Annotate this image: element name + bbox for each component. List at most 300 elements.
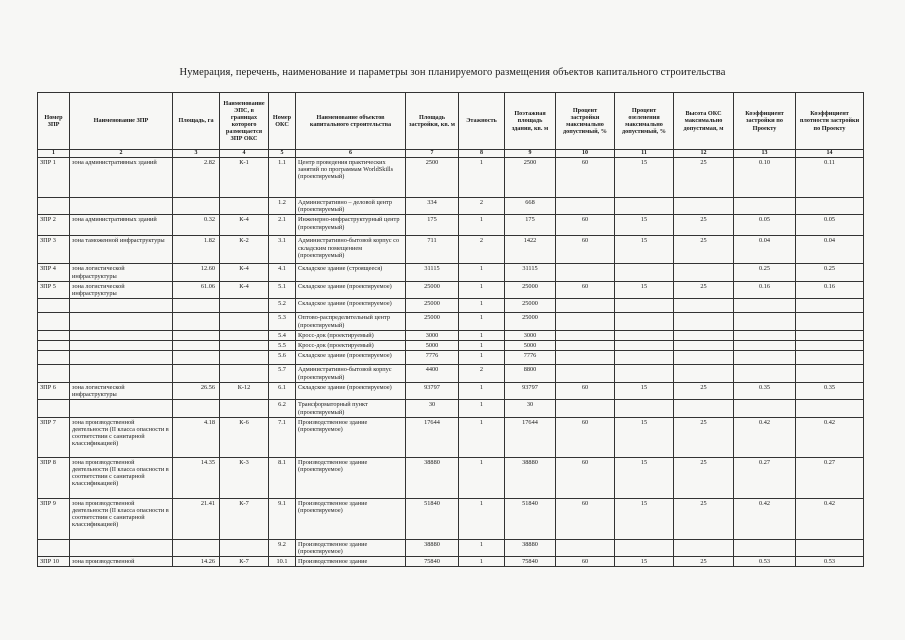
table-cell: 38880 (505, 539, 556, 556)
zones-table (37, 92, 864, 567)
table-cell: 668 (505, 198, 556, 215)
table-cell: 60 (556, 498, 615, 539)
table-cell: зона производственной деятельности (II класса опасности в соответствии с санитарной классификацией) (70, 498, 173, 539)
table-cell: 1 (459, 498, 505, 539)
table-cell: 2.82 (173, 158, 220, 198)
table-row (38, 330, 864, 340)
table-cell: 0.53 (734, 557, 796, 567)
table-cell (38, 539, 70, 556)
table-cell: 15 (615, 236, 674, 264)
column-number: 2 (70, 150, 173, 158)
table-row (38, 557, 864, 567)
table-cell: 1422 (505, 236, 556, 264)
table-cell (734, 351, 796, 365)
column-header: Площадь застройки, кв. м (406, 93, 459, 150)
table-cell: К-1 (220, 158, 269, 198)
table-cell: ЗПР 9 (38, 498, 70, 539)
table-cell (615, 539, 674, 556)
table-cell: 0.25 (734, 264, 796, 281)
column-number: 10 (556, 150, 615, 158)
table-cell (674, 198, 734, 215)
table-cell: Административно-бытовой корпус со складским помещением (проектируемый) (296, 236, 406, 264)
table-cell (220, 299, 269, 313)
table-cell (556, 299, 615, 313)
table-cell: 31115 (406, 264, 459, 281)
table-cell: Центр проведения практических занятий по программам WorldSkills (проектируемый) (296, 158, 406, 198)
table-cell: К-6 (220, 417, 269, 457)
table-cell: 25 (674, 557, 734, 567)
table-cell: 25 (674, 215, 734, 236)
table-row (38, 498, 864, 539)
table-cell (70, 330, 173, 340)
table-cell: ЗПР 7 (38, 417, 70, 457)
table-cell: 4400 (406, 365, 459, 382)
table-cell (674, 330, 734, 340)
table-cell: 15 (615, 557, 674, 567)
table-cell: зона логистической инфраструктуры (70, 264, 173, 281)
table-cell: 1 (459, 330, 505, 340)
table-cell: Кросс-док (проектируемый) (296, 341, 406, 351)
table-cell: 2 (459, 365, 505, 382)
table-cell: 60 (556, 382, 615, 399)
table-cell (173, 299, 220, 313)
table-cell: К-3 (220, 457, 269, 498)
table-cell: 1 (459, 400, 505, 417)
table-row (38, 457, 864, 498)
table-cell (615, 198, 674, 215)
column-header: Коэффициент застройки по Проекту (734, 93, 796, 150)
table-cell: 0.16 (734, 281, 796, 298)
table-cell: 25 (674, 498, 734, 539)
table-cell: 1 (459, 539, 505, 556)
column-number: 4 (220, 150, 269, 158)
table-cell (796, 365, 864, 382)
table-cell: ЗПР 6 (38, 382, 70, 399)
table-cell: ЗПР 3 (38, 236, 70, 264)
table-cell: 15 (615, 498, 674, 539)
table-cell (674, 299, 734, 313)
column-header: Наименование объектов капитального строительства (296, 93, 406, 150)
table-row (38, 351, 864, 365)
table-cell (615, 365, 674, 382)
table-cell (556, 341, 615, 351)
column-number: 11 (615, 150, 674, 158)
table-cell (173, 351, 220, 365)
column-number: 6 (296, 150, 406, 158)
table-cell (796, 351, 864, 365)
table-cell: 1.1 (269, 158, 296, 198)
table-cell: 5.3 (269, 313, 296, 330)
table-cell: Трансформаторный пункт (проектируемый) (296, 400, 406, 417)
column-header: Площадь, га (173, 93, 220, 150)
table-cell: 0.42 (734, 498, 796, 539)
table-cell: 334 (406, 198, 459, 215)
column-header: Высота ОКС максимально допустимая, м (674, 93, 734, 150)
table-cell: 0.42 (796, 417, 864, 457)
table-cell: 30 (406, 400, 459, 417)
table-cell: 25 (674, 236, 734, 264)
table-cell: 6.2 (269, 400, 296, 417)
table-cell: 75840 (406, 557, 459, 567)
table-cell: 0.05 (734, 215, 796, 236)
table-cell: 1 (459, 457, 505, 498)
column-header: Номер ОКС (269, 93, 296, 150)
table-cell: 0.04 (734, 236, 796, 264)
table-cell: 5000 (406, 341, 459, 351)
table-cell (70, 351, 173, 365)
table-cell: Инженерно-инфраструктурный центр (проектируемый) (296, 215, 406, 236)
column-header: Процент озеленения максимально допустимый, % (615, 93, 674, 150)
table-cell: зона производственной (70, 557, 173, 567)
table-cell: Производственное здание (проектируемое) (296, 457, 406, 498)
table-cell (674, 313, 734, 330)
table-cell (173, 539, 220, 556)
table-cell: 25000 (406, 299, 459, 313)
table-cell: 15 (615, 417, 674, 457)
table-cell: 25000 (505, 299, 556, 313)
table-cell (38, 330, 70, 340)
column-number: 3 (173, 150, 220, 158)
table-cell: 1 (459, 557, 505, 567)
table-cell: зона административных зданий (70, 158, 173, 198)
table-cell (220, 365, 269, 382)
table-cell: ЗПР 1 (38, 158, 70, 198)
table-cell (220, 351, 269, 365)
table-cell (674, 341, 734, 351)
table-cell: 25000 (505, 281, 556, 298)
table-row (38, 281, 864, 298)
table-cell: 1 (459, 313, 505, 330)
table-cell (734, 365, 796, 382)
table-cell (796, 400, 864, 417)
table-cell (796, 341, 864, 351)
table-cell (70, 365, 173, 382)
table-cell: 14.35 (173, 457, 220, 498)
table-cell (674, 365, 734, 382)
table-cell: 3000 (406, 330, 459, 340)
table-cell (674, 539, 734, 556)
table-cell: 25 (674, 457, 734, 498)
table-cell: 15 (615, 457, 674, 498)
table-cell: 3.1 (269, 236, 296, 264)
table-cell (220, 330, 269, 340)
table-cell: 5.2 (269, 299, 296, 313)
table-cell (70, 313, 173, 330)
table-cell: 15 (615, 382, 674, 399)
table-cell: 15 (615, 215, 674, 236)
table-row (38, 158, 864, 198)
table-cell: зона логистической инфраструктуры (70, 281, 173, 298)
table-cell: 17644 (406, 417, 459, 457)
table-cell: 0.05 (796, 215, 864, 236)
table-cell (556, 539, 615, 556)
table-cell: 60 (556, 158, 615, 198)
table-cell: Производственное здание (проектируемое) (296, 417, 406, 457)
table-cell: 7776 (406, 351, 459, 365)
table-cell: 0.04 (796, 236, 864, 264)
table-cell: 60 (556, 557, 615, 567)
table-cell (38, 198, 70, 215)
table-cell: 17644 (505, 417, 556, 457)
table-cell (38, 313, 70, 330)
table-cell (38, 299, 70, 313)
table-cell: Административно – деловой центр (проектируемый) (296, 198, 406, 215)
table-cell: 30 (505, 400, 556, 417)
table-cell (615, 330, 674, 340)
table-cell (796, 198, 864, 215)
table-cell: 1 (459, 341, 505, 351)
table-cell: 1 (459, 299, 505, 313)
table-cell (38, 351, 70, 365)
table-cell (38, 400, 70, 417)
table-cell (734, 341, 796, 351)
table-cell (556, 365, 615, 382)
table-cell: К-12 (220, 382, 269, 399)
table-cell (173, 313, 220, 330)
table-cell (796, 299, 864, 313)
table-cell (173, 341, 220, 351)
table-cell: Производственное здание (проектируемое) (296, 539, 406, 556)
table-cell (615, 313, 674, 330)
table-cell (220, 341, 269, 351)
column-header: Коэффициент плотности застройки по Проекту (796, 93, 864, 150)
table-cell: 6.1 (269, 382, 296, 399)
column-number: 14 (796, 150, 864, 158)
table-row (38, 417, 864, 457)
table-cell (70, 198, 173, 215)
table-cell: К-2 (220, 236, 269, 264)
column-number: 8 (459, 150, 505, 158)
header-row (38, 93, 864, 150)
table-cell: 25 (674, 281, 734, 298)
table-cell: 25 (674, 158, 734, 198)
table-cell: 4.18 (173, 417, 220, 457)
table-cell: 25 (674, 382, 734, 399)
table-row (38, 313, 864, 330)
table-cell: 25000 (505, 313, 556, 330)
table-cell: 60 (556, 457, 615, 498)
table-cell: 8.1 (269, 457, 296, 498)
table-cell: 3000 (505, 330, 556, 340)
table-cell: 8800 (505, 365, 556, 382)
table-cell: 0.16 (796, 281, 864, 298)
table-cell: 25000 (406, 281, 459, 298)
table-cell: К-4 (220, 215, 269, 236)
table-cell: 38880 (406, 539, 459, 556)
table-cell: Складское здание (проектируемое) (296, 299, 406, 313)
table-cell (70, 299, 173, 313)
table-cell (734, 299, 796, 313)
table-cell: 0.35 (796, 382, 864, 399)
table-cell (674, 264, 734, 281)
table-cell (796, 313, 864, 330)
table-cell: Административно-бытовой корпус (проектируемый) (296, 365, 406, 382)
column-number-row (38, 150, 864, 158)
table-cell: 1.2 (269, 198, 296, 215)
column-number: 9 (505, 150, 556, 158)
table-cell: 1 (459, 215, 505, 236)
table-cell: 75840 (505, 557, 556, 567)
table-body (38, 158, 864, 567)
table-cell: 0.42 (734, 417, 796, 457)
table-cell (734, 539, 796, 556)
table-cell: 38880 (505, 457, 556, 498)
table-cell (556, 351, 615, 365)
table-cell: 93797 (505, 382, 556, 399)
table-row (38, 365, 864, 382)
table-cell: 38880 (406, 457, 459, 498)
table-cell (615, 400, 674, 417)
table-cell: 2 (459, 198, 505, 215)
table-cell: Складское здание (проектируемое) (296, 382, 406, 399)
table-row (38, 341, 864, 351)
table-cell (173, 365, 220, 382)
column-number: 5 (269, 150, 296, 158)
table-row (38, 400, 864, 417)
table-cell: ЗПР 8 (38, 457, 70, 498)
table-cell (734, 330, 796, 340)
table-cell (615, 299, 674, 313)
table-cell: ЗПР 5 (38, 281, 70, 298)
table-cell: 175 (406, 215, 459, 236)
table-row (38, 382, 864, 399)
table-cell (615, 351, 674, 365)
table-cell (556, 330, 615, 340)
table-row (38, 198, 864, 215)
column-header: Процент застройки максимально допустимый, % (556, 93, 615, 150)
column-header: Поэтажная площадь здания, кв. м (505, 93, 556, 150)
table-cell: 0.27 (796, 457, 864, 498)
table-cell: К-7 (220, 498, 269, 539)
table-row (38, 215, 864, 236)
table-cell (556, 313, 615, 330)
table-cell (796, 539, 864, 556)
column-number: 13 (734, 150, 796, 158)
table-cell: К-4 (220, 264, 269, 281)
table-cell: 51840 (505, 498, 556, 539)
table-cell (674, 351, 734, 365)
table-cell: 0.35 (734, 382, 796, 399)
table-cell (556, 198, 615, 215)
table-row (38, 236, 864, 264)
table-cell: 12.60 (173, 264, 220, 281)
table-cell: зона таможенной инфраструктуры (70, 236, 173, 264)
table-cell (556, 264, 615, 281)
table-cell: 0.25 (796, 264, 864, 281)
table-cell: 711 (406, 236, 459, 264)
table-cell: 1 (459, 264, 505, 281)
table-cell: 7776 (505, 351, 556, 365)
table-cell (220, 400, 269, 417)
table-cell: 10.1 (269, 557, 296, 567)
table-cell: 5.7 (269, 365, 296, 382)
table-cell: ЗПР 4 (38, 264, 70, 281)
table-cell: К-7 (220, 557, 269, 567)
table-cell: Производственное здание (проектируемое) (296, 498, 406, 539)
table-cell: зона административных зданий (70, 215, 173, 236)
column-header: Этажность (459, 93, 505, 150)
table-cell (734, 400, 796, 417)
table-cell: 9.1 (269, 498, 296, 539)
table-cell: Оптово-распределительный центр (проектируемый) (296, 313, 406, 330)
table-cell: 1.82 (173, 236, 220, 264)
table-cell: 5.4 (269, 330, 296, 340)
table-cell: 0.11 (796, 158, 864, 198)
table-row (38, 539, 864, 556)
table-cell (220, 539, 269, 556)
table-cell (70, 341, 173, 351)
table-cell: Складское здание (проектируемое) (296, 281, 406, 298)
table-cell: 21.41 (173, 498, 220, 539)
table-cell: 2500 (406, 158, 459, 198)
column-header: Наименование ЭПС, в границах которого размещается ЗПР ОКС (220, 93, 269, 150)
table-cell (70, 539, 173, 556)
table-cell: 4.1 (269, 264, 296, 281)
table-cell: 5.1 (269, 281, 296, 298)
table-cell: 7.1 (269, 417, 296, 457)
column-number: 12 (674, 150, 734, 158)
table-cell: 15 (615, 158, 674, 198)
table-cell: 60 (556, 281, 615, 298)
table-cell: 2500 (505, 158, 556, 198)
table-cell (38, 365, 70, 382)
table-cell: 60 (556, 236, 615, 264)
table-cell: 25 (674, 417, 734, 457)
table-cell (173, 198, 220, 215)
table-cell (734, 313, 796, 330)
table-cell (220, 313, 269, 330)
table-cell: 2 (459, 236, 505, 264)
table-cell: 0.27 (734, 457, 796, 498)
table-cell: 5.6 (269, 351, 296, 365)
table-cell: 60 (556, 215, 615, 236)
table-cell: Складское здание (строящееся) (296, 264, 406, 281)
table-cell (173, 330, 220, 340)
table-cell: 26.56 (173, 382, 220, 399)
table-cell: 1 (459, 351, 505, 365)
table-cell (796, 330, 864, 340)
table-cell: 25000 (406, 313, 459, 330)
table-cell: 31115 (505, 264, 556, 281)
table-cell: 5000 (505, 341, 556, 351)
table-cell: 1 (459, 158, 505, 198)
table-cell: 0.42 (796, 498, 864, 539)
table-cell: 15 (615, 281, 674, 298)
table-cell (556, 400, 615, 417)
column-header: Наименование ЗПР (70, 93, 173, 150)
table-cell: 14.26 (173, 557, 220, 567)
table-cell: Производственное здание (296, 557, 406, 567)
table-cell: 61.06 (173, 281, 220, 298)
table-cell (615, 264, 674, 281)
table-cell: 60 (556, 417, 615, 457)
table-cell: Кросс-док (проектируемый) (296, 330, 406, 340)
table-cell: К-4 (220, 281, 269, 298)
table-cell (38, 341, 70, 351)
table-cell: ЗПР 10 (38, 557, 70, 567)
table-cell (615, 341, 674, 351)
table-cell: зона логистической инфраструктуры (70, 382, 173, 399)
table-cell: 0.53 (796, 557, 864, 567)
table-cell: 1 (459, 281, 505, 298)
table-cell: 0.32 (173, 215, 220, 236)
table-cell: Складское здание (проектируемое) (296, 351, 406, 365)
table-cell: зона производственной деятельности (II класса опасности в соответствии с санитарной классификацией) (70, 417, 173, 457)
table-row (38, 264, 864, 281)
table-cell: зона производственной деятельности (II класса опасности в соответствии с санитарной классификацией) (70, 457, 173, 498)
table-cell (220, 198, 269, 215)
table-cell: ЗПР 2 (38, 215, 70, 236)
